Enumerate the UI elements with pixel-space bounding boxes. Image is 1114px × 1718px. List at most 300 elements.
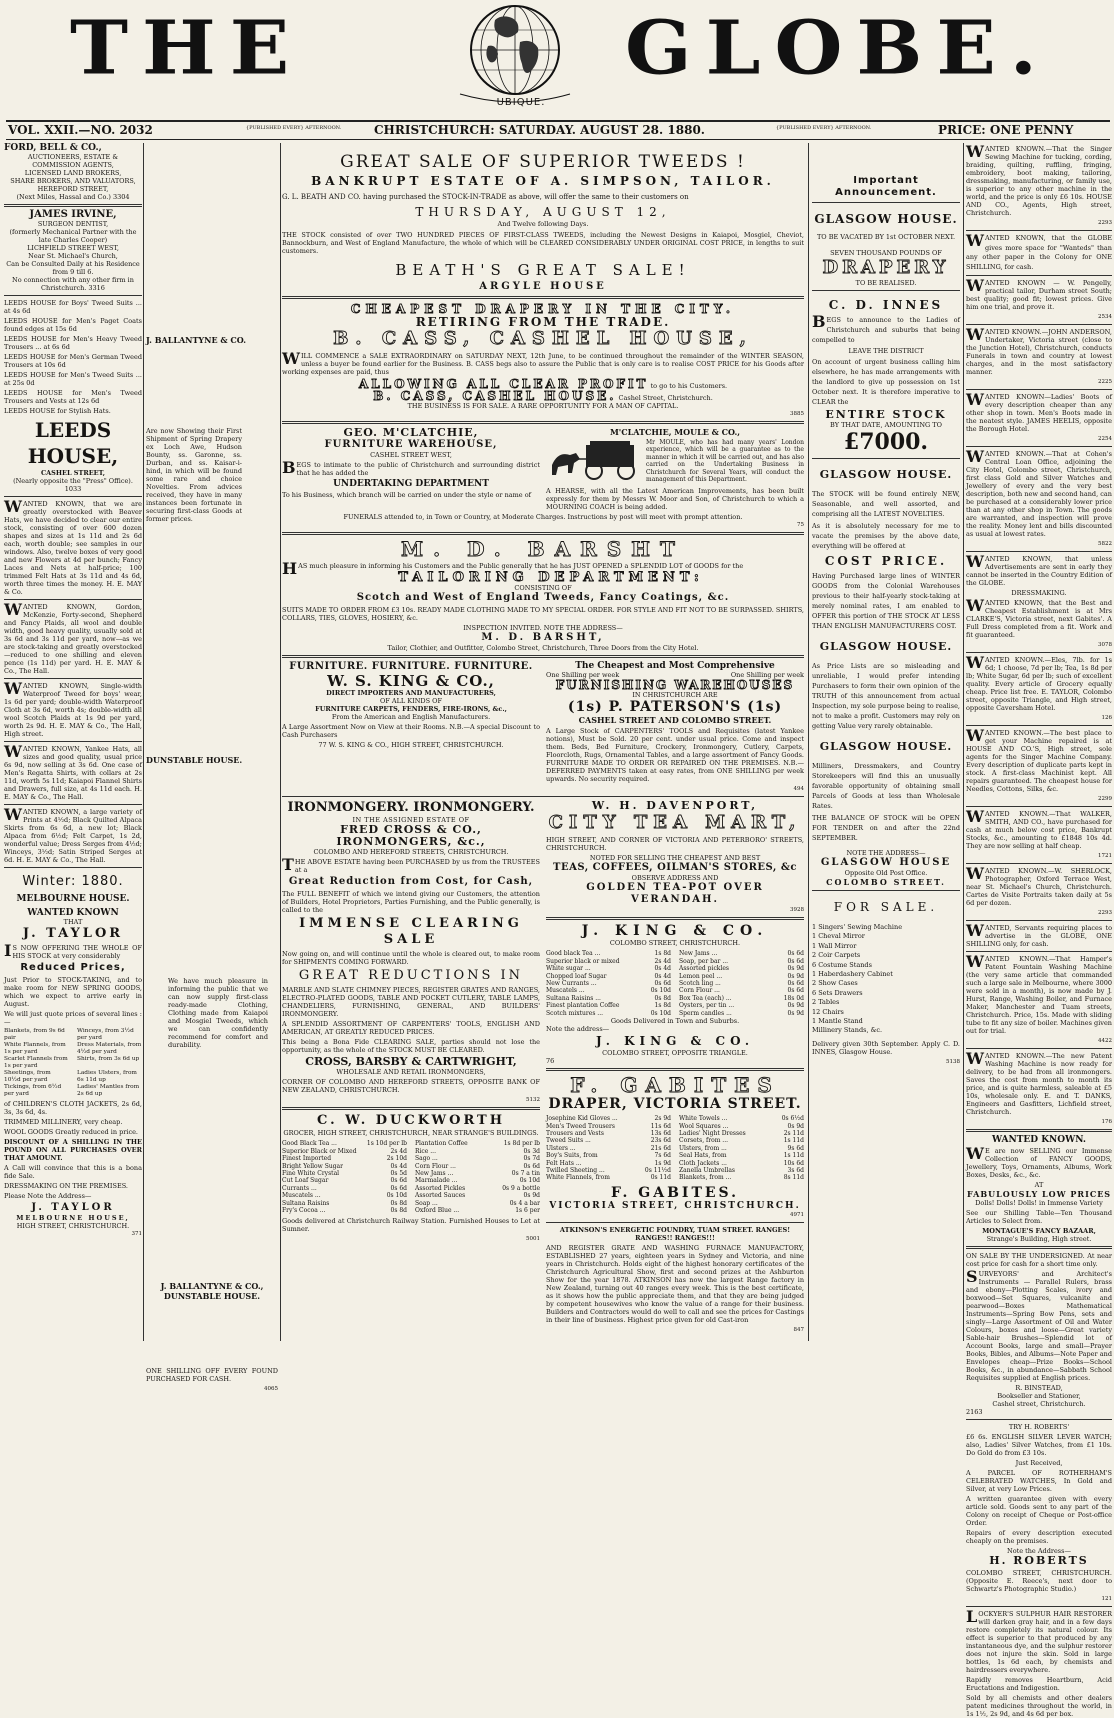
price-item: Ladies' Night Dresses (679, 1129, 746, 1137)
price-item: Plantation Coffee (415, 1140, 468, 1148)
divider (812, 202, 960, 203)
price-item: Box Tea (each) ... (679, 994, 732, 1002)
price-value: 0s 6d (654, 980, 671, 988)
divider (282, 421, 804, 424)
price-value: 11s 6d (650, 1122, 671, 1130)
montague-heading: MONTAGUE'S FANCY BAZAAR, (982, 1227, 1096, 1235)
price-row (415, 1148, 540, 1155)
column-1 (4, 143, 142, 1341)
beaths-sale-heading: BEATH'S GREAT SALE! (395, 261, 691, 279)
price-value: 0s 6d (787, 950, 804, 958)
reduced-prices: Reduced Prices, (20, 962, 126, 973)
vacated-line: TO BE VACATED BY 1st OCTOBER NEXT. (816, 233, 956, 241)
price-row (546, 1002, 671, 1009)
list-item: LEEDS HOUSE for Men's Heavy Tweed Trousers ... at 6s 6d (4, 335, 142, 351)
divider (966, 446, 1112, 447)
divider (966, 1419, 1112, 1420)
divider (4, 204, 142, 207)
wanted-notice: WANTED KNOWN.—The best place to get your Machine repaired is at HOUSE AND CO.'S, High street, sole agents for the Singer Machine Company. Every description of duplicate parts kept in stock. A first-class Machinist kept. All repairs guaranteed. The cheapest house for Needles, Cottons, Silks, &c. (966, 726, 1112, 793)
wanted-notice: WANTED KNOWN, Single-width Waterproof Tweed for boys' wear, 1s 6d per yard; double-width Waterproof Cloth at 3s 6d, worth 4s; double-width all wool Scotch Plaids at 1s 9d per yard, worth 2s 9d. H. E. MAY & Co., The Hall, High street. (4, 679, 142, 738)
glasgow-heading: GLASGOW HOUSE. (814, 212, 958, 226)
price-value: 0s 6d (523, 1162, 540, 1170)
price-row (282, 1155, 407, 1162)
cross-text: A SPLENDID ASSORTMENT OF CARPENTERS' TOOLS, ENGLISH AND AMERICAN, AT GREATLY REDUCED PRICES. (282, 1020, 540, 1037)
divider (966, 725, 1112, 726)
price-item: Fine White Crystal (282, 1170, 340, 1178)
divider (4, 867, 142, 868)
ad-line: LICHFIELD STREET WEST, (27, 244, 119, 252)
ad-number: 2293 (1098, 910, 1112, 916)
price-value: 0s 10d (386, 1192, 407, 1200)
ad-number: 1721 (1098, 853, 1112, 859)
divider (966, 1129, 1112, 1132)
lockyer-text: Rapidly removes Heartburn, Acid Eructations and Indigestion. (966, 1676, 1112, 1692)
price-value: 0s 9d (787, 1122, 804, 1130)
glasgow-heading: GLASGOW HOUSE. (819, 740, 953, 753)
that-line: THAT (63, 918, 83, 926)
divider (812, 458, 960, 459)
list-item: 6 Costume Stands (812, 960, 872, 969)
price-item: Ulsters ... (546, 1144, 576, 1152)
divider (282, 796, 804, 797)
price-item: Bright Yellow Sugar (282, 1162, 343, 1170)
divider (282, 1107, 540, 1110)
price-item: Oxford Blue ... (415, 1207, 460, 1215)
price-item: Tweed Suits ... (546, 1137, 591, 1145)
price-value: 1s 9d (654, 1159, 671, 1167)
furniture-row (282, 661, 804, 793)
tailoring-heading: TAILORING DEPARTMENT: (398, 570, 704, 586)
mclatchie-text: Mr MOULE, who has had many years' London experience, which will be a guarantee as to the manner in which it will be carried out, and has also carried on the Undertaking Business in Christchurch for Several Years, will conduct the management of this Department. (646, 439, 804, 484)
price-value: 0s 6d (390, 1177, 407, 1185)
spacer (146, 143, 278, 335)
price-row (282, 1163, 407, 1170)
binstead-heading: R. BINSTEAD, (1015, 1384, 1063, 1392)
list-item: Winceys, from 3½d per yard (77, 1028, 134, 1041)
beath-text: G. L. BEATH AND CO. having purchased the STOCK-IN-TRADE as above, will offer the same to their customers on (282, 193, 689, 201)
price-item: Corn Flour ... (415, 1162, 456, 1170)
list-item: Tickings, from 6½d per yard (4, 1084, 62, 1097)
price-value: 0s 4 a bar (509, 1199, 540, 1207)
irvine-title: JAMES IRVINE, (29, 209, 117, 220)
price-value: 18s 0d (783, 994, 804, 1002)
ad-number: 494 (793, 786, 804, 793)
price-item: Assorted Pickles (415, 1184, 466, 1192)
divider (546, 1068, 804, 1071)
price-row (546, 950, 671, 957)
ad-line: Near St. Michael's Church, (28, 252, 118, 260)
dressmaking-heading: DRESSMAKING. (1011, 589, 1067, 597)
taylor-text: IS NOW OFFERING THE WHOLE OF HIS STOCK at very considerably (4, 941, 142, 960)
taylor-text: of CHILDREN'S CLOTH JACKETS, 2s 6d, 3s, 3s 6d, 4s. (4, 1100, 142, 1116)
price-value: 2s 4d (654, 957, 671, 965)
ad-number: 847 (793, 1326, 804, 1333)
glasgow-text: As it is absolutely necessary for me to vacate the premises by the above date, everything will be offered at (812, 522, 960, 550)
street-line: HIGH STREET, CHRISTCHURCH. (16, 1222, 130, 1230)
price-item: Soap, per bar ... (679, 957, 729, 965)
divider (812, 290, 960, 291)
price-row (679, 1130, 804, 1137)
price-item: Seal Hats, from (679, 1152, 727, 1160)
price-row (546, 1152, 671, 1159)
price-value: 0s 10d (519, 1177, 540, 1185)
innes-text: On account of urgent business calling him elsewhere, he has made arrangements with the landlord to give up possession on 1st October next. It is therefore imperative to CLEAR the (812, 358, 960, 406)
wanted-notice: WANTED KNOWN.—The new Patent Washing Machine is now ready for delivery, to be had from all ironmongers. Saves the cost from month to month its price, and is quite harmless, saleable at £5 10s, wholesale only. E. and T. DANKS, Engineers and Gasfitters, Lichfield street, Christchurch. (966, 1049, 1112, 1116)
price-item: Trousers and Vests (546, 1129, 604, 1137)
list-item: 1 Haberdashery Cabinet (812, 970, 893, 979)
wanted-notice: WANTED KNOWN—Ladies' Boots of every description cheaper than any other shop in town. Men's Boots made in the neatest style. JAMES HEELIS, opposite the Borough Hotel. (966, 390, 1112, 433)
furniture-heading: FURNITURE. FURNITURE. FURNITURE. (289, 661, 533, 673)
masthead-motto: UBIQUE. (496, 97, 546, 108)
ad-number: 2225 (1098, 379, 1112, 385)
fred-cross-heading: FRED CROSS & CO., IRONMONGERS, &c., (336, 823, 486, 849)
argyle-heading: ARGYLE HOUSE (479, 281, 607, 292)
wanted-notice: WANTED KNOWN, a large variety of Prints at 4½d; Black Quilted Alpaca Skirts from 6s 6d, a new lot; Black Alpaca from 6½d; Felt Carpet, 1s 2d, wonderful value; Dress Serges from 4½d; Winceys, 3½d; Satin Striped Serges at 6d. H. E. MAY & Co., The Hall. (4, 805, 142, 864)
ad-number: 4422 (1098, 1038, 1112, 1044)
price-row (546, 995, 671, 1002)
tea-mart-heading: CITY TEA MART, (548, 812, 802, 834)
wanted-notice: WANTED KNOWN, that the Best and Cheapest Establishment is at Mrs CLARKE'S, Victoria street, next Gabites'. A Full Dress completed from a fit. Work and fit guaranteed. (966, 596, 1112, 639)
price-row (546, 1115, 671, 1122)
price-row (282, 1170, 407, 1177)
discount-text: ONE SHILLING OFF EVERY FOUND PURCHASED FOR CASH. (146, 1367, 278, 1383)
price-value: 0s 8d (390, 1199, 407, 1207)
wanted-notice: WANTED KNOWN.—That the Singer Sewing Machine for tucking, cording, braiding, quilting, ruffling, fringing, embroidery, boot making, tailoring, dressmaking, manufacturing, or family use, is superior to any other machine in the world, and the price is only £6 10s. HOUSE AND CO., Agents, High street, Christchurch. (966, 142, 1112, 217)
price-value: 0s 4d (390, 1162, 407, 1170)
davenport-ad (546, 800, 804, 1333)
divider (966, 275, 1112, 276)
roberts-text: £6 6s. ENGLISH SILVER LEVER WATCH; also, Ladies' Silver Watches, from £1 10s. Do Gold do from £3 10s. (966, 1433, 1112, 1457)
price-row (679, 1123, 804, 1130)
funerals-line: FUNERALS attended to, in Town or Country, at Moderate Charges. Instructions by post will meet with prompt attention. (343, 513, 743, 522)
furnishing-heading: FURNISHING WAREHOUSES (555, 678, 795, 693)
list-item: LEEDS HOUSE for Boys' Tweed Suits ... at 4s 6d (4, 299, 142, 315)
wanted-notice: WANTED, Servants requiring places to advertise in the GLOBE, ONE SHILLING only, for cash. (966, 921, 1112, 948)
dunstable-heading: DUNSTABLE HOUSE. (146, 755, 243, 765)
ad-number: 76 (546, 1057, 555, 1066)
wanted-known-heading: WANTED KNOWN (27, 908, 119, 918)
price-row (546, 1174, 671, 1181)
leeds-house-heading: LEEDS HOUSE, (27, 418, 119, 468)
cass-text: WILL COMMENCE a SALE EXTRAORDINARY on SATURDAY NEXT, 12th June, to be continued throughout the remainder of the WINTER SEASON, unless a buyer be found earlier for the Business. B. CASS begs also to assure the Public that is only care is to realise COST PRICE for his Goods after working expenses are paid, thus (282, 349, 804, 376)
important-heading: Important Announcement. (835, 175, 937, 198)
price-value: 10s 6d (783, 1159, 804, 1167)
price-value: 13s 6d (650, 1129, 671, 1137)
price-value: 0s 10d (650, 987, 671, 995)
price-row (679, 965, 804, 972)
spacer (146, 765, 278, 975)
following-days: And Twelve following Days. (497, 220, 589, 228)
atkinson-text: AND REGISTER GRATE AND WASHING FURNACE MANUFACTORY, ESTABLISHED 27 years, eighteen years in Sydney and Victoria, and nine years in Christchurch. Holds eight of the highest honorary certificates of the Christchurch Agricultural Show, first and second prizes at the Ashburton Show for the year 1878. ATKINSON has now the largest Range factory in New Zealand, turning out 40 ranges every week. This is the best certificate, as it shows how the public appreciate them, and that they are being judged by competent housewives who know the value of a range for their business. Builders and Contractors would do well to call and see the prices for Castings in their line of business. Highest price given for old Cast-iron (546, 1243, 804, 1324)
winter-heading: Winter: 1880. (22, 874, 124, 889)
fabulously-heading: FABULOUSLY LOW PRICES (966, 1189, 1112, 1199)
entire-stock-heading: ENTIRE STOCK (825, 408, 947, 421)
amount-heading: £7000. (843, 429, 929, 455)
list-item: White Flannels, from 1s per yard (4, 1042, 66, 1055)
column-rule (280, 143, 281, 1341)
price-item: Finest plantation Coffee (546, 1002, 620, 1010)
price-item: Rice ... (415, 1147, 436, 1155)
surveyors-text: SURVEYORS' and Architect's Instruments — Parallel Rulers, brass and ebony—Plotting Scales, ivory and boxwood—Set Squares, vulcanite and pearwood—Boxes Mathematical Instruments—Spring Bow Pens, sets and singly—Large Assortment of Oil and Water Colours, boxes and loose—Great variety Sable-hair Brushes—Splendid lot of Account Books, large and small—Prayer Books, Bibles, and Albums—Note Paper and Envelopes cheap—Prize Books—School Books, &c., in abundance—Sabbath School Requisites supplied at English prices. (966, 1267, 1112, 1382)
price-value: 0s 9 a bottle (502, 1184, 540, 1192)
price-value: 0s 11d (650, 1174, 671, 1182)
price-value: 2s 4d (390, 1147, 407, 1155)
price-row (415, 1200, 540, 1207)
price-value: 1s 10d per lb (366, 1140, 407, 1148)
gabites-heading: F. GABITES (570, 1073, 780, 1098)
price-row (679, 950, 804, 957)
price-row (546, 987, 671, 994)
king-line: OF ALL KINDS OF (380, 697, 442, 706)
wanted-notice: WANTED KNOWN.—Eles, 7lb. for 1s 6d; 1 choose, 7d per lb; Tea, 1s 8d per lb; White Sugar, 6d per lb; such of excellent quality. Every article of Grocery equally cheap. Price list free. E. TAYLOR, Colombo street, opposite Triangle, and High street, opposite Caversham Hotel. (966, 653, 1112, 712)
price-item: Fry's Cocoa ... (282, 1207, 326, 1215)
price-row (679, 958, 804, 965)
price-value: 2s 9d (654, 1115, 671, 1123)
paterson-heading: (1s) P. PATERSON'S (1s) (567, 699, 783, 716)
column-5 (966, 142, 1112, 1718)
price-row (282, 1148, 407, 1155)
list-item: 12 Chairs (812, 1007, 844, 1016)
cass-heading: B. CASS, CASHEL HOUSE, (333, 328, 753, 349)
wanted-notice: WANTED KNOWN, that we are greatly overstocked with Beaver Hats, we have decided to clear our entire stock, consisting of over 600 dozen shapes and sizes at 1s 11d and 2s 6d each, worth double; see samples in our windows. Also, twelve boxes of very good and new Flowers at 4d per bunch; Fancy Laces and Nets at half-price; 100 trimmed Felt Hats at 3s 11d and 4s 6d, worth three times the money. H. E. MAY & Co. (4, 497, 142, 596)
ballantyne-heading: J. BALLANTYNE & CO., (160, 1281, 264, 1291)
price-row (546, 1010, 671, 1017)
ad-number: 126 (1101, 715, 1112, 721)
price-item: Corn Flour ... (679, 987, 720, 995)
king-ad (282, 661, 540, 793)
lockyer-text: Sold by all chemists and other dealers patent medicines throughout the world, in 1s 1½, 2s 9d, and 4s 6d per box. (966, 1694, 1112, 1718)
price-row (415, 1177, 540, 1184)
price-value: 0s 4d (654, 972, 671, 980)
mclatchie-sub: FURNITURE WAREHOUSE, (324, 439, 498, 450)
price-value: 1s 6 per (515, 1207, 540, 1215)
reductions-heading: GREAT REDUCTIONS IN (298, 968, 524, 984)
price-value: 0s 6d (787, 980, 804, 988)
price-item: Sperm candles ... (679, 1009, 732, 1017)
price-row (679, 1010, 804, 1017)
price-item: Currants ... (282, 1184, 317, 1192)
leeds-list (4, 299, 142, 415)
melbourne-heading: MELBOURNE HOUSE. (16, 894, 130, 904)
divider (4, 678, 142, 679)
price-item: White Flannels, from (546, 1174, 610, 1182)
undertaking-heading: UNDERTAKING DEPARTMENT (333, 479, 489, 489)
divider (966, 1246, 1112, 1249)
column-3 (282, 143, 804, 1341)
delivery-line: Delivery given 30th September. Apply C. D. INNES, Glasgow House. (812, 1039, 960, 1056)
price-item: Blankets, from ... (679, 1174, 732, 1182)
roberts-text: Repairs of every description executed cheaply on the premises. (966, 1529, 1112, 1545)
paterson-text: A Large Stock of CARPENTERS' TOOLS and Requisites (latest Yankee notions), Must be Sold. 20 per cent. under usual price. Come and inspect them. Beds, Bed Furniture, Crockery, Ironmongery, Cutlery, Carpets, Floorcloth, Rugs, Ornamental Tables, and a large assortment of Fancy Goods. FURNITURE MADE TO ORDER OR REPAIRED ON THE PREMISES. N.B.—DEFERRED PAYMENTS taken at easy rates, from ONE SHILLING per week upwards. No security required. (546, 727, 804, 784)
gabites-address: VICTORIA STREET, CHRISTCHURCH. (549, 1200, 801, 1211)
hearse-illustration-icon (546, 439, 642, 481)
taylor-text: A Call will convince that this is a bona fide Sale. (4, 1164, 142, 1180)
price-row (679, 1145, 804, 1152)
roberts-address: COLOMBO STREET, CHRISTCHURCH. (Opposite E. Reece's, next door to Schwartz's Photographic Studio.) (966, 1569, 1112, 1593)
price: PRICE: ONE PENNY (938, 123, 1074, 137)
cass-address: Cashel Street, Christchurch. (618, 394, 713, 402)
list-item: LEEDS HOUSE for Men's German Tweed Trousers at 10s 6d (4, 353, 142, 369)
cheapest-heading: CHEAPEST DRAPERY IN THE CITY. (350, 302, 736, 316)
taylor-price-list (4, 1028, 142, 1098)
assigned-line: IN THE ASSIGNED ESTATE OF (352, 816, 470, 825)
ironmongery-row (282, 800, 804, 1333)
price-item: Good black Tea ... (546, 950, 601, 958)
price-value: 0s 9d (787, 972, 804, 980)
barsht-address: Tailor, Clothier, and Outfitter, Colombo Street, Christchurch, Three Doors from the City Hotel. (387, 644, 699, 653)
price-value: 2s 10d (386, 1155, 407, 1163)
price-row (546, 958, 671, 965)
wanted-notice: WANTED KNOWN.—JOHN ANDERSON, Undertaker, Victoria street (close to the Junction Hotel), Christchurch, conducts Funerals in town and country at lowest charges, and in the most satisfactory manner. (966, 325, 1112, 376)
price-row (546, 1130, 671, 1137)
list-item: Blankets, from 9s 6d pair (4, 1028, 65, 1041)
globe-emblem-icon (440, 2, 590, 112)
price-row (679, 1152, 804, 1159)
fred-address: COLOMBO AND HEREFORD STREETS, CHRISTCHURCH. (313, 848, 509, 857)
realised-line: TO BE REALISED. (855, 279, 917, 287)
price-item: Josephine Kid Gloves ... (546, 1115, 618, 1123)
price-value: 1s 8d (654, 1002, 671, 1010)
price-item: Finest Imported (282, 1155, 332, 1163)
ad-number: 3078 (1098, 642, 1112, 648)
column-rule (808, 143, 809, 1341)
cross-ad (282, 800, 540, 1333)
price-value: 3s 6d (787, 1166, 804, 1174)
price-item: Lemon peel ... (679, 972, 723, 980)
ad-number: 5822 (1098, 541, 1112, 547)
divider (4, 599, 142, 600)
wanted-known-heading: WANTED KNOWN. (991, 1135, 1087, 1145)
price-row (679, 980, 804, 987)
divider (966, 652, 1112, 653)
hearse-text: A HEARSE, with all the Latest American Improvements, has been built expressly for them by Messrs W. Moor and Son, of Christchurch to which a MOURNING COACH is being added. (546, 487, 804, 512)
price-row (546, 980, 671, 987)
price-row (546, 1167, 671, 1174)
price-value: 0s 9d (787, 1002, 804, 1010)
duckworth-heading: C. W. DUCKWORTH (316, 1113, 506, 1129)
divider (966, 1606, 1112, 1607)
column-rule (963, 143, 964, 1341)
price-row (546, 1123, 671, 1130)
scotch-line: Scotch and West of England Tweeds, Fancy Coatings, &c. (356, 592, 730, 604)
spacer (146, 1051, 278, 1281)
king-line: FURNITURE CARPETS, FENDERS, FIRE-IRONS, &c., (315, 705, 507, 714)
great-reduction-heading: Great Reduction from Cost, for Cash, (288, 876, 534, 888)
allowing-tail: to go to his Customers. (650, 382, 728, 390)
price-row (546, 1160, 671, 1167)
divider (966, 863, 1112, 864)
price-item: Assorted pickles (679, 965, 729, 973)
divider (4, 741, 142, 742)
list-item: LEEDS HOUSE for Men's Paget Coats found edges at 15s 6d (4, 317, 142, 333)
price-value: 23s 6d (650, 1137, 671, 1145)
gabites-price-list (546, 1115, 804, 1182)
price-row (679, 1160, 804, 1167)
divider (812, 890, 960, 891)
price-value: 0s 9d (523, 1192, 540, 1200)
taylor-text: DRESSMAKING ON THE PREMISES. (4, 1182, 128, 1190)
mclatchie-heading: GEO. M'CLATCHIE, (343, 426, 479, 439)
price-value: 0s 6d (390, 1184, 407, 1192)
price-row (415, 1163, 540, 1170)
barsht-heading-2: M. D. BARSHT, (481, 632, 605, 644)
mclatchie-left (282, 427, 540, 513)
ad-number: 75 (797, 522, 804, 529)
jking-note: Note the address— (546, 1025, 610, 1034)
divider (4, 295, 142, 296)
list-item: LEEDS HOUSE for Men's Tweed Suits ... at 25s 0d (4, 371, 142, 387)
dateline (6, 120, 1110, 140)
ad-line: LICENSED LAND BROKERS, (24, 169, 122, 177)
jking-address-2: COLOMBO STREET, OPPOSITE TRIANGLE. (602, 1049, 748, 1058)
price-value: 0s 9d (787, 965, 804, 973)
taylor-heading: J. TAYLOR (22, 926, 124, 941)
list-item: 2 Show Cases (812, 979, 858, 988)
column-2 (146, 143, 278, 1392)
masthead-title-right: GLOBE. (625, 5, 1051, 92)
bankrupt-heading: BANKRUPT ESTATE OF A. SIMPSON, TAILOR. (311, 174, 775, 188)
price-value: 1s 8d (654, 950, 671, 958)
taylor-text: DISCOUNT OF A SHILLING IN THE POUND ON ALL PURCHASES OVER THAT AMOUNT. (4, 1138, 142, 1162)
price-row (282, 1185, 407, 1192)
mclatchie-moule-heading: M'CLATCHIE, MOULE & CO., (609, 427, 741, 437)
montague-line: Strange's Building, High street. (986, 1235, 1092, 1243)
list-item: Dress Materials, from 4½d per yard (77, 1042, 142, 1055)
publication-note: {PUBLISHED EVERY} AFTERNOON. (246, 125, 342, 131)
consisting-line: CONSISTING OF (514, 584, 572, 593)
price-item: Sago ... (415, 1155, 438, 1163)
price-row (415, 1170, 540, 1177)
column-4 (812, 143, 960, 1341)
wanted-notice: WANTED KNOWN, Yankee Hats, all sizes and good quality, usual price 6s 9d, now selling at 3s 6d. One case of Men's Regatta Shirts, with collars at 2s 11d, worth 5s 11d; Kaiapoi Flannel Shirts and Drawers, full size, at 4s 11d each. H. E. MAY & Co., The Hall. (4, 742, 142, 801)
roberts-heading: H. ROBERTS (989, 1554, 1089, 1567)
mclatchie-right (546, 427, 804, 513)
list-item: 6 Sets Drawers (812, 988, 863, 997)
on-sale-line: ON SALE BY THE UNDERSIGNED. At near cost price for cash for a short time only. (966, 1252, 1112, 1268)
ad-number: 2163 (966, 1408, 983, 1416)
ad-number: 5001 (526, 1235, 540, 1242)
jking-price-list (546, 950, 804, 1017)
price-item: New Jams ... (679, 950, 718, 958)
price-item: Oysters, per tin ... (679, 1002, 735, 1010)
ad-line: Can be Consulted Daily at his Residence from 9 till 6. (6, 260, 140, 276)
glasgow-text: The STOCK will be found entirely NEW, Seasonable, and well assorted, and comprising all the LATEST NOVELTIES. (812, 490, 960, 518)
glasgow-heading: GLASGOW HOUSE. (819, 468, 953, 481)
divider (966, 920, 1112, 921)
price-row (415, 1140, 540, 1147)
taylor-text: TRIMMED MILLINERY, very cheap. (4, 1118, 123, 1126)
list-item: Shirts, from 3s 6d up (77, 1056, 140, 1062)
cass-line (282, 390, 804, 402)
jking-address: COLOMBO STREET, CHRISTCHURCH. (609, 939, 741, 948)
lockyer-text: LOCKYER'S SULPHUR HAIR RESTORER will darken gray hair, and in a few days restore completely its natural colour. Its effect is superior to that produced by any instantaneous dye, and the sulphur restorer does not injure the skin. Sold in large bottles, 1s 6d each, by chemists and hairdressers everywhere. (966, 1607, 1112, 1674)
immense-heading: IMMENSE CLEARING SALE (299, 916, 523, 948)
list-item: 2 Tables (812, 998, 840, 1007)
thursday-heading: THURSDAY, AUGUST 12, (415, 205, 671, 219)
paterson-ad (546, 661, 804, 793)
price-value: 0s 7d (523, 1155, 540, 1163)
mclatchie-text: BEGS to intimate to the public of Christchurch and surrounding district that he has added the (282, 458, 540, 477)
amounting-line: BY THAT DATE, AMOUNTING TO (830, 421, 942, 429)
price-value: 0s 6d (787, 987, 804, 995)
price-item: Sultana Raisins ... (546, 994, 601, 1002)
price-item: Good Black Tea ... (282, 1140, 337, 1148)
melbourne-house-address: MELBOURNE HOUSE, (16, 1214, 130, 1222)
roberts-text: Just Received, (1015, 1459, 1063, 1467)
divider (4, 804, 142, 805)
list-item: Millinery Stands, &c. (812, 1026, 883, 1035)
divider (282, 296, 804, 299)
